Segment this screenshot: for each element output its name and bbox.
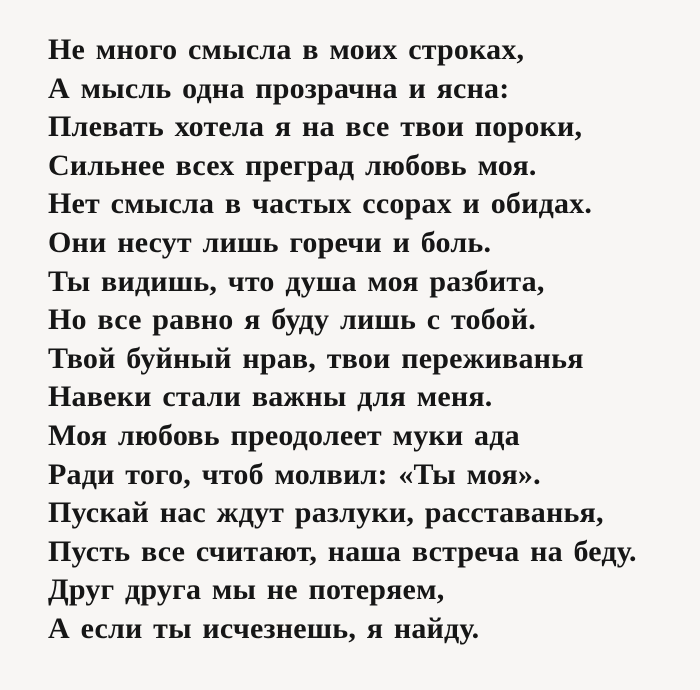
poem-line: Они несут лишь горечи и боль. — [48, 225, 492, 259]
poem-line: Ты видишь, что душа моя разбита, — [48, 264, 545, 298]
poem-line: Пускай нас ждут разлуки, расставанья, — [48, 496, 604, 530]
poem-line: Сильнее всех преград любовь моя. — [48, 148, 537, 182]
poem-line: Ради того, чтоб молвил: «Ты моя». — [48, 457, 541, 491]
poem-line: Пусть все считают, наша встреча на беду. — [48, 534, 637, 568]
poem-line: А мысль одна прозрачна и ясна: — [48, 71, 510, 105]
poem-line: Твой буйный нрав, твои переживанья — [48, 341, 584, 375]
poem-line: Но все равно я буду лишь с тобой. — [48, 303, 536, 337]
poem-line: Друг друга мы не потеряем, — [48, 573, 445, 607]
poem-line: Плевать хотела я на все твои пороки, — [48, 110, 583, 144]
poem-line: Навеки стали важны для меня. — [48, 380, 493, 414]
poem-line: Моя любовь преодолеет муки ада — [48, 418, 520, 452]
poem-line: Нет смысла в частых ссорах и обидах. — [48, 187, 593, 221]
poem-line: А если ты исчезнешь, я найду. — [48, 611, 480, 645]
poem-line: Не много смысла в моих строках, — [48, 33, 525, 66]
